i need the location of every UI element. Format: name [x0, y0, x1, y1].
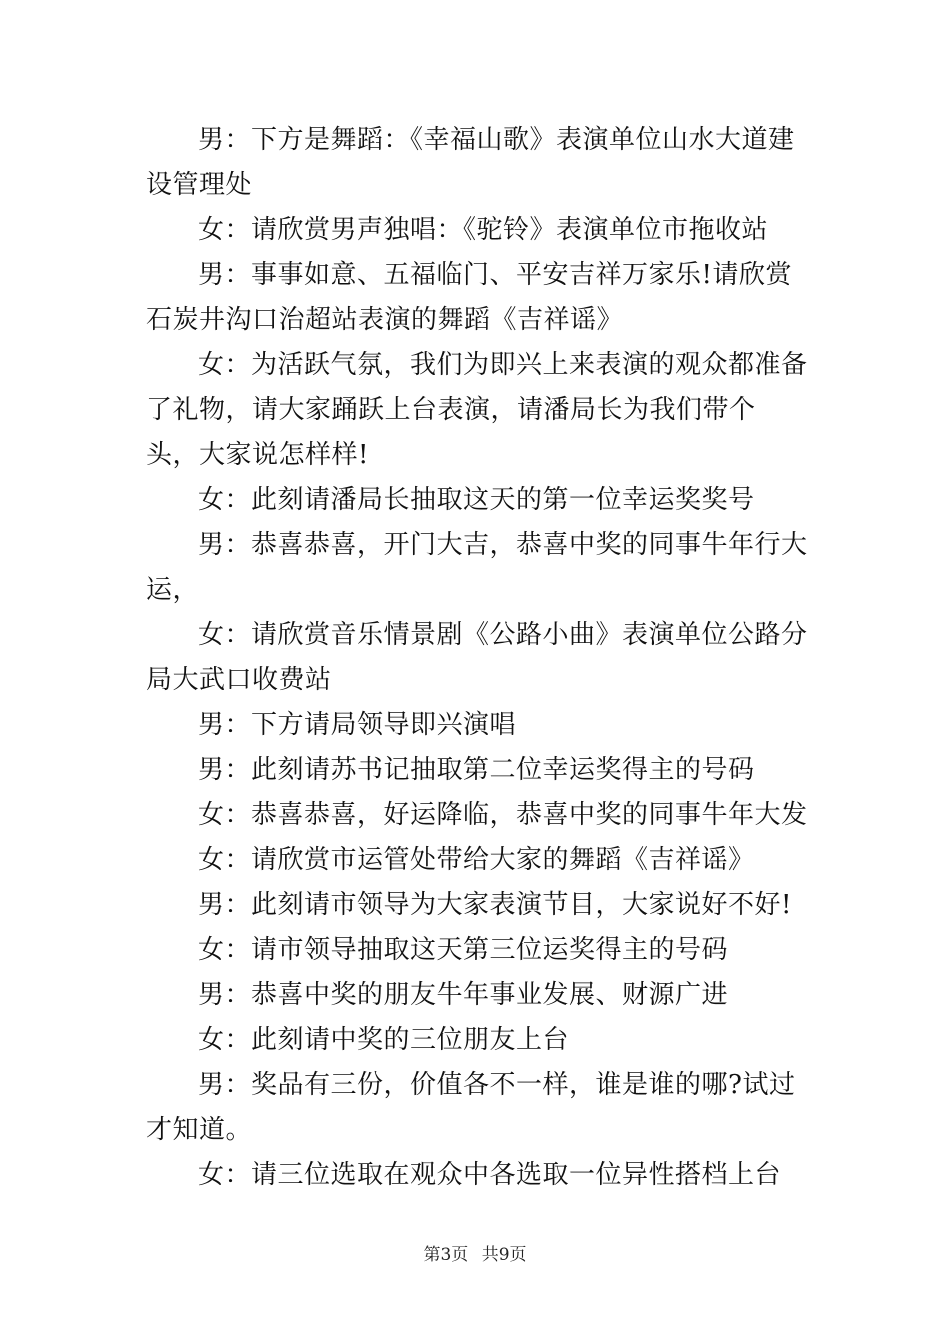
paragraph: 男：恭喜中奖的朋友牛年事业发展、财源广进 — [198, 980, 729, 1010]
paragraph: 男：下方是舞蹈：《幸福山歌》表演单位山水大道建设管理处 — [146, 125, 795, 200]
page-footer — [0, 1240, 950, 1265]
paragraph: 女：此刻请中奖的三位朋友上台 — [198, 1025, 570, 1055]
paragraph: 男：奖品有三份，价值各不一样，谁是谁的哪?试过才知道。 — [146, 1070, 796, 1145]
paragraph: 女：恭喜恭喜，好运降临，恭喜中奖的同事牛年大发 — [198, 800, 808, 830]
paragraph: 男：此刻请市领导为大家表演节目，大家说好不好! — [198, 890, 792, 920]
paragraph: 女：请三位选取在观众中各选取一位异性搭档上台 — [198, 1160, 782, 1190]
paragraph: 女：请欣赏市运管处带给大家的舞蹈《吉祥谣》 — [198, 845, 755, 875]
paragraph: 女：请欣赏男声独唱：《驼铃》表演单位市拖收站 — [198, 215, 769, 245]
paragraph: 男：此刻请苏书记抽取第二位幸运奖得主的号码 — [198, 755, 755, 785]
page-total: 共9页 — [481, 1245, 527, 1265]
paragraph: 女：为活跃气氛，我们为即兴上来表演的观众都准备了礼物，请大家踊跃上台表演，请潘局长为我们带个头，大家说怎样样! — [146, 350, 808, 470]
paragraph: 男：下方请局领导即兴演唱 — [198, 710, 517, 740]
paragraph: 女：请欣赏音乐情景剧《公路小曲》表演单位公路分局大武口收费站 — [146, 620, 808, 695]
paragraph: 男：事事如意、五福临门、平安吉祥万家乐!请欣赏石炭井沟口治超站表演的舞蹈《吉祥谣》 — [146, 260, 792, 335]
paragraph: 男：恭喜恭喜，开门大吉，恭喜中奖的同事牛年行大运， — [146, 530, 808, 605]
paragraph: 女：此刻请潘局长抽取这天的第一位幸运奖奖号 — [198, 485, 755, 515]
page-number: 第3页 — [423, 1245, 469, 1265]
document-body — [146, 118, 808, 1198]
paragraph: 女：请市领导抽取这天第三位运奖得主的号码 — [198, 935, 729, 965]
